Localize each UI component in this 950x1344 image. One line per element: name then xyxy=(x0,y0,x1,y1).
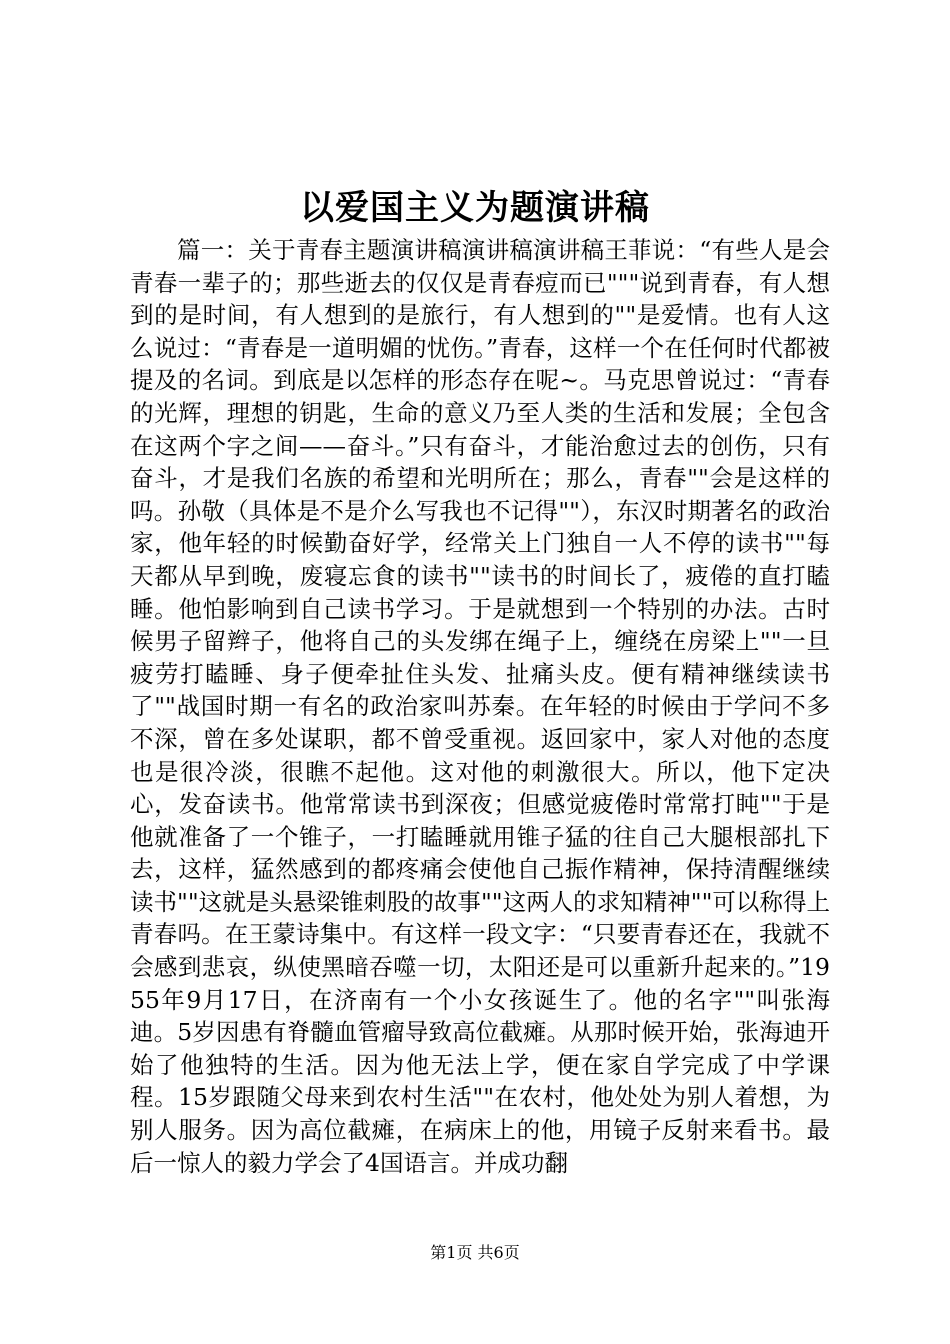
document-title: 以爱国主义为题演讲稿 xyxy=(300,188,650,228)
page-footer: 第1页 共6页 xyxy=(430,1243,520,1262)
document-body: 篇一：关于青春主题演讲稿演讲稿演讲稿王菲说：“有些人是会青春一辈子的；那些逝去的仅仅是青春痘而已"""说到青春，有人想到的是时间，有人想到的是旅行，有人想到的""是爱情。也有人这么说过：“青春是一道明媚的忧伤。”青春，这样一个在任何时代都被提及的名词。到底是以怎样的形态存在呢~。马克思曾说过：“青春的光辉，理想的钥匙，生命的意义乃至人类的生活和发展；全包含在这两个字之间——奋斗。”只有奋斗，才能治愈过去的创伤，只有奋斗，才是我们名族的希望和光明所在；那么，青春""会是这样的吗。孙敬（具体是不是介么写我也不记得""），东汉时期著名的政治家，他年轻的时候勤奋好学，经常关上门独自一人不停的读书""每天都从早到晚，废寝忘食的读书""读书的时间长了，疲倦的直打瞌睡。他怕影响到自己读书学习。于是就想到一个特别的办法。古时候男子留辫子，他将自己的头发绑在绳子上，缠绕在房梁上""一旦疲劳打瞌睡、身子便牵扯住头发、扯痛头皮。便有精神继续读书了""战国时期一有名的政治家叫苏秦。在年轻的时候由于学问不多不深，曾在多处谋职，都不曾受重视。返回家中，家人对他的态度也是很冷淡，很瞧不起他。这对他的刺激很大。所以，他下定决心，发奋读书。他常常读书到深夜；但感觉疲倦时常常打盹""于是他就准备了一个锥子，一打瞌睡就用锥子猛的往自己大腿根部扎下去，这样，猛然感到的都疼痛会使他自己振作精神，保持清醒继续读书""这就是头悬梁锥刺股的故事""这两人的求知精神""可以称得上青春吗。在王蒙诗集中。有这样一段文字：“只要青春还在，我就不会感到悲哀，纵使黑暗吞噬一切，太阳还是可以重新升起来的。”1955年9月17日，在济南有一个小女孩诞生了。他的名字""叫张海迪。5岁因患有脊髓血管瘤导致高位截瘫。从那时候开始，张海迪开始了他独特的生活。因为他无法上学，便在家自学完成了中学课程。15岁跟随父母来到农村生活""在农村，他处处为别人着想，为别人服务。因为高位截瘫，在病床上的他，用镜子反射来看书。最后一惊人的毅力学会了4国语言。并成功翻 xyxy=(130,236,830,1177)
